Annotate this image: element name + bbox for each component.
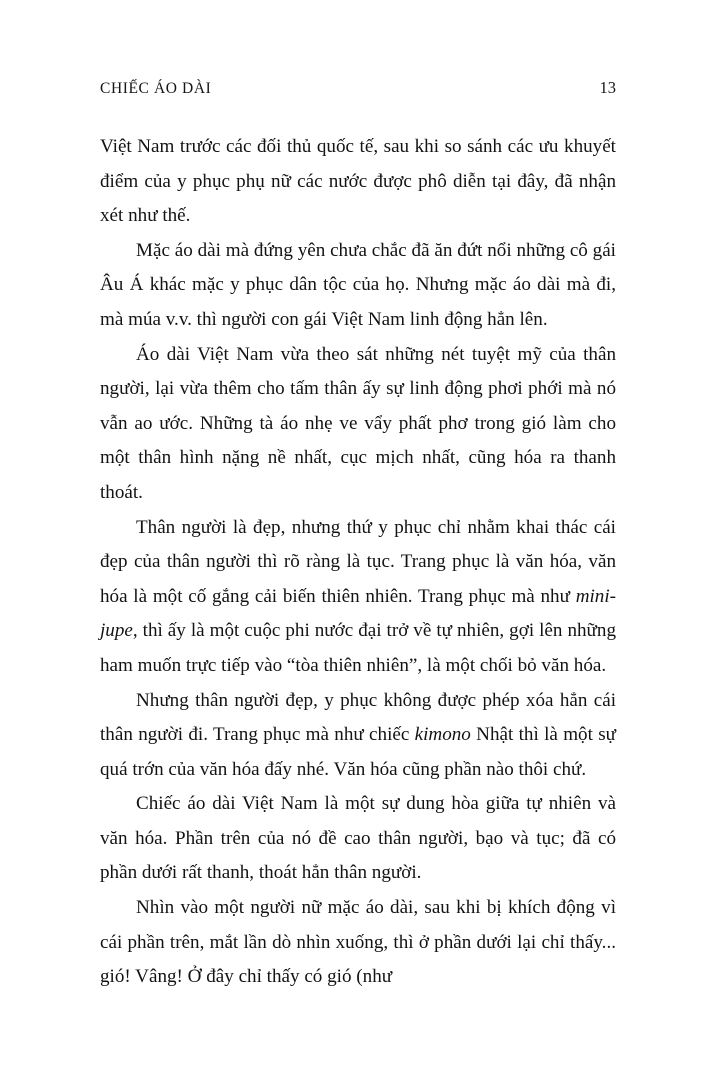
page-number: 13 bbox=[599, 78, 616, 97]
paragraph-2: Mặc áo dài mà đứng yên chưa chắc đã ăn đứt nổi những cô gái Âu Á khác mặc y phục dân tộc của họ. Nhưng mặc áo dài mà đi, mà múa v.v. thì người con gái Việt Nam linh động hẳn lên. bbox=[100, 239, 616, 330]
chapter-title: CHIẾC ÁO DÀI bbox=[100, 80, 212, 97]
paragraph-4: Thân người là đẹp, nhưng thứ y phục chỉ nhằm khai thác cái đẹp của thân người thì rõ ràng là tục. Trang phục là văn hóa, văn hóa là một cố gắng cải biến thiên nhiên. Trang phục mà như mini-jupe, thì ấy là một cuộc phi nước đại trở về tự nhiên, gợi lên những ham muốn trực tiếp vào “tòa thiên nhiên”, là một chối bỏ văn hóa. bbox=[100, 516, 616, 676]
running-head bbox=[100, 78, 616, 98]
paragraph-6: Chiếc áo dài Việt Nam là một sự dung hòa giữa tự nhiên và văn hóa. Phần trên của nó đề cao thân người, bạo và tục; đã có phần dưới rất thanh, thoát hẳn thân người. bbox=[100, 793, 616, 884]
paragraph-7: Nhìn vào một người nữ mặc áo dài, sau khi bị khích động vì cái phần trên, mắt lần dò nhìn xuống, thì ở phần dưới lại chỉ thấy... gió! Vâng! Ở đây chỉ thấy có gió (như bbox=[100, 897, 616, 988]
paragraph-3: Áo dài Việt Nam vừa theo sát những nét tuyệt mỹ của thân người, lại vừa thêm cho tấm thân ấy sự linh động phơi phới mà nó vẫn ao ước. Những tà áo nhẹ ve vẩy phất phơ trong gió làm cho một thân hình nặng nề nhất, cục mịch nhất, cũng hóa ra thanh thoát. bbox=[100, 343, 616, 503]
paragraph-5: Nhưng thân người đẹp, y phục không được phép xóa hẳn cái thân người đi. Trang phục mà như chiếc kimono Nhật thì là một sự quá trớn của văn hóa đấy nhé. Văn hóa cũng phần nào thôi chứ. bbox=[100, 689, 616, 780]
body-text bbox=[100, 130, 616, 995]
paragraph-1: Việt Nam trước các đối thủ quốc tế, sau khi so sánh các ưu khuyết điểm của y phục phụ nữ các nước được phô diễn tại đây, đã nhận xét như thế. bbox=[100, 136, 616, 227]
